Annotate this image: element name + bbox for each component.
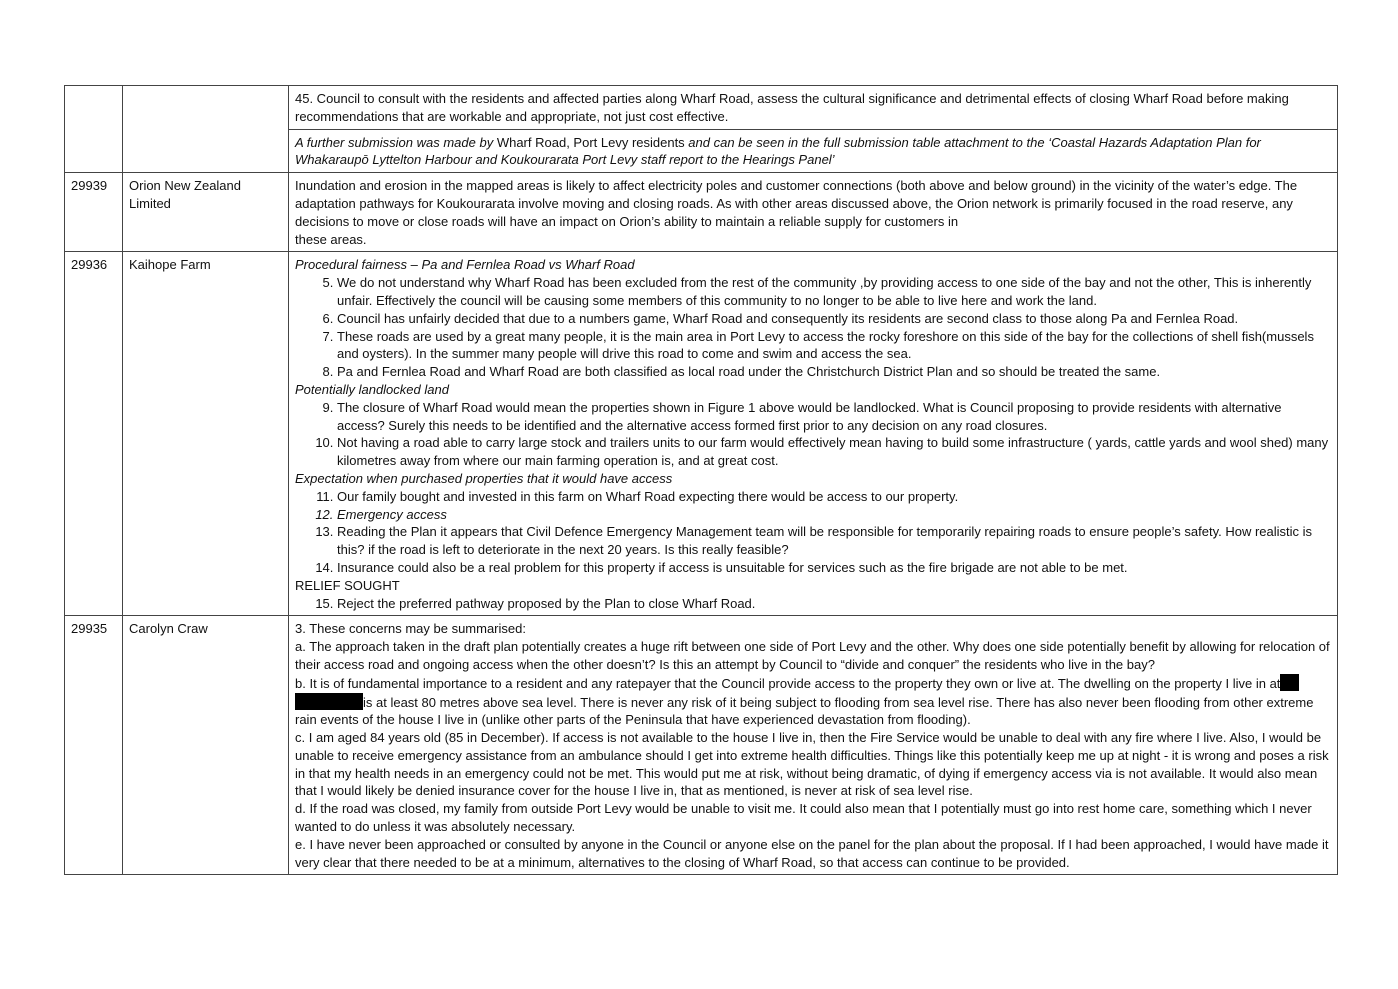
point-45-text: 45. Council to consult with the residents and affected parties along Wharf Road, assess the cultural significance and detrimental effects of closing Wharf Road before making recommendations that are workable and appropriate, not just cost effective. — [295, 91, 1289, 124]
concern-b-part-2: is at least 80 metres above sea level. There is never any risk of it being subject to flooding from sea level rise. There has also never been flooding from other extreme rain events of the house I live in (unlike other parts of the Peninsula that have experienced devastation from flooding). — [295, 694, 1314, 728]
submitter-name-cell — [123, 86, 289, 173]
submitter-id-cell: 29935 — [65, 616, 123, 875]
table-row — [65, 173, 1338, 252]
submissions-table — [64, 85, 1338, 875]
numbered-list — [295, 399, 1331, 470]
orion-text-2: these areas. — [295, 231, 367, 247]
list-item: 13. Reading the Plan it appears that Civil Defence Emergency Management team will be responsible for temporarily repairing roads to ensure people’s safety. How realistic is this? if the road is left to deteriorate in the next 20 years. Is this really feasible? — [337, 523, 1331, 559]
numbered-list — [295, 595, 1331, 613]
concern-e: e. I have never been approached or consulted by anyone in the Council or anyone else on the panel for the plan about the proposal. If I had been approached, I would have made it very clear that there needed to be at a minimum, alternatives to the closing of Wharf Road, so that access can continue to be provided. — [295, 836, 1329, 870]
section-heading: Potentially landlocked land — [295, 381, 449, 397]
list-item: 7. These roads are used by a great many people, it is the main area in Port Levy to access the rocky foreshore on this side of the bay for the collections of shell fish(mussels and oysters). In the summer many people will drive this road to come and swim and access the sea. — [337, 328, 1331, 364]
submission-text-cell — [289, 616, 1338, 875]
further-note-part-a: A further submission was made by — [295, 134, 497, 150]
table-row — [65, 86, 1338, 130]
further-note-part-c: and can be seen in the full submission table attachment to the ‘Coastal Hazards Adaptation Plan for Whakaraupō Lyttelton Harbour and Koukourarata Port Levy staff report to the Hearings Panel’ — [295, 134, 1261, 168]
submitter-id-cell: 29936 — [65, 252, 123, 616]
submitter-name-cell: Kaihope Farm — [123, 252, 289, 616]
orion-text-1: Inundation and erosion in the mapped areas is likely to affect electricity poles and customer connections (both above and below ground) in the vicinity of the water’s edge. The adaptation pathways for Koukourarata involve moving and closing roads. As with other areas discussed above, the Orion network is primarily focused in the road reserve, any decisions to move or close roads will have an impact on Orion’s ability to maintain a reliable supply for customers in — [295, 178, 1298, 229]
submitter-id-cell — [65, 86, 123, 173]
further-note-part-b: Wharf Road, Port Levy residents — [496, 134, 685, 150]
list-item: 9. The closure of Wharf Road would mean the properties shown in Figure 1 above would be landlocked. What is Council proposing to provide residents with alternative access? Surely this needs to be identified and the alternative access formed first prior to any decision on any road closures. — [337, 399, 1331, 435]
submission-text-cell — [289, 173, 1338, 252]
table-row — [65, 616, 1338, 875]
concern-d: d. If the road was closed, my family from outside Port Levy would be unable to visit me. It could also mean that I potentially must go into rest home care, something which I never wanted to do unless it was absolutely necessary. — [295, 801, 1312, 835]
numbered-list — [295, 274, 1331, 381]
numbered-list — [295, 488, 1331, 577]
section-heading: Procedural fairness – Pa and Fernlea Road vs Wharf Road — [295, 257, 635, 273]
list-item: 6. Council has unfairly decided that due to a numbers game, Wharf Road and consequently its residents are second class to those along Pa and Fernlea Road. — [337, 310, 1331, 328]
submission-text-cell — [289, 129, 1338, 173]
list-item: 12. Emergency access — [337, 506, 1331, 524]
list-item: 14. Insurance could also be a real problem for this property if access is unsuitable for services such as the fire brigade are not able to be met. — [337, 559, 1331, 577]
further-submission-note — [295, 134, 1331, 170]
submission-text-cell — [289, 86, 1338, 130]
relief-sought-heading: RELIEF SOUGHT — [295, 577, 400, 593]
submitter-id-cell: 29939 — [65, 173, 123, 252]
concern-b-part-1: b. It is of fundamental importance to a resident and any ratepayer that the Council provide access to the property they own or live at. The dwelling on the property I live in at — [295, 675, 1281, 691]
concern-c: c. I am aged 84 years old (85 in December). If access is not available to the house I live in, then the Fire Service would be unable to deal with any fire where I live. Also, I would be unable to receive emergency assistance from an ambulance should I get into extreme health difficulties. Things like this potentially keep me up at night - it is wrong and poses a risk in that my health needs in an emergency could not be met. This would put me at risk, without being dramatic, of dying if emergency access via is not available. It would also mean that I would likely be denied insurance cover for the house I live in, that as mentioned, is never at risk of sea level rise. — [295, 730, 1329, 799]
section-heading: Expectation when purchased properties that it would have access — [295, 470, 673, 486]
submitter-name-cell: Orion New Zealand Limited — [123, 173, 289, 252]
redaction-block — [1280, 674, 1299, 691]
list-item: 5. We do not understand why Wharf Road has been excluded from the rest of the community ,by providing access to one side of the bay and not the other, This is inherently unfair. Effectively the council will be causing some members of this community to no longer to be able to live here and work the land. — [337, 274, 1331, 310]
concern-b — [295, 674, 1331, 729]
concerns-intro: 3. These concerns may be summarised: — [295, 621, 526, 637]
list-item: 8. Pa and Fernlea Road and Wharf Road are both classified as local road under the Christchurch District Plan and so should be treated the same. — [337, 363, 1331, 381]
submitter-name-cell: Carolyn Craw — [123, 616, 289, 875]
submission-text-cell — [289, 252, 1338, 616]
list-item: 10. Not having a road able to carry large stock and trailers units to our farm would effectively mean having to build some infrastructure ( yards, cattle yards and wool shed) many kilometres away from where our main farming operation is, and at great cost. — [337, 434, 1331, 470]
concern-a: a. The approach taken in the draft plan potentially creates a huge rift between one side of Port Levy and the other. Why does one side potentially benefit by allowing for relocation of their access road and ongoing access when the other doesn’t? Is this an attempt by Council to “divide and conquer” the residents who live in the bay? — [295, 639, 1330, 672]
redaction-block — [295, 693, 363, 710]
list-item: 15. Reject the preferred pathway proposed by the Plan to close Wharf Road. — [337, 595, 1331, 613]
table-row — [65, 252, 1338, 616]
list-item: 11. Our family bought and invested in this farm on Wharf Road expecting there would be access to our property. — [337, 488, 1331, 506]
